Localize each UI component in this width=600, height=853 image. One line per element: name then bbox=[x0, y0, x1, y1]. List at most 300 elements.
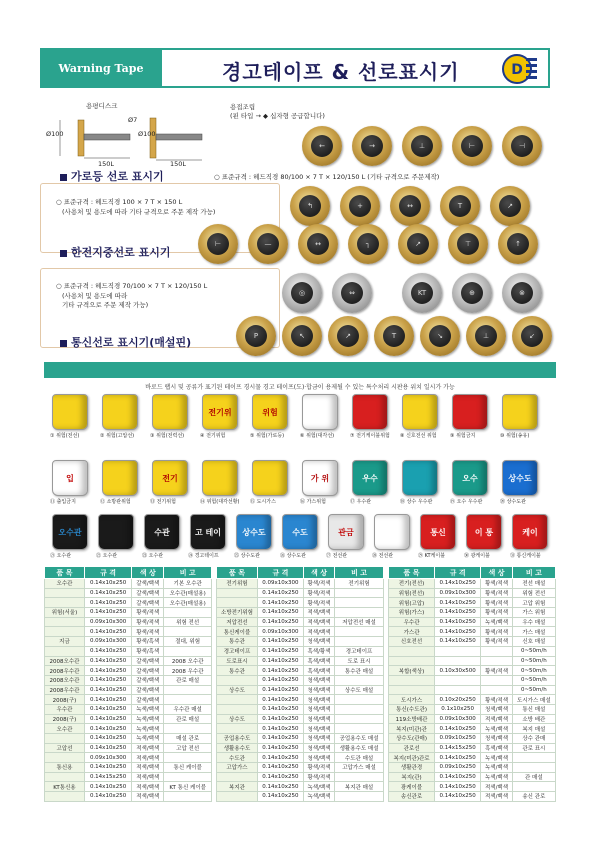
table-cell bbox=[45, 627, 85, 637]
table-cell: 0.14x15x250 bbox=[84, 772, 131, 782]
table-cell: 상수 관매 bbox=[512, 734, 555, 744]
table-cell bbox=[335, 675, 384, 685]
dim-thickness: Ø7 bbox=[128, 116, 138, 124]
table-cell: 적색/백색 bbox=[303, 617, 334, 627]
dim-right-dia: Ø100 bbox=[138, 130, 156, 138]
disc-marker bbox=[290, 186, 330, 226]
table-cell: 0.14x10x250 bbox=[258, 763, 304, 773]
table-cell: 흑색/백색 bbox=[303, 656, 334, 666]
table-cell bbox=[481, 646, 512, 656]
spec-table-2 bbox=[216, 566, 384, 802]
table-cell: 전기위험 bbox=[217, 579, 258, 589]
table-cell: 녹색/백색 bbox=[481, 753, 512, 763]
table-cell: 0.14x10x250 bbox=[258, 695, 304, 705]
table-cell bbox=[45, 772, 85, 782]
table-cell: 황색/적색 bbox=[132, 617, 164, 627]
table-row bbox=[389, 588, 556, 598]
disc-symbol: ↔ bbox=[307, 233, 329, 255]
table-row bbox=[389, 782, 556, 792]
table-cell: 0.14x10x250 bbox=[258, 782, 304, 792]
table-cell bbox=[435, 656, 481, 666]
table-cell: 광케이블 bbox=[389, 782, 435, 792]
table-cell: 수도관 bbox=[217, 753, 258, 763]
tape-caption: ⑲ 오수 우수관 bbox=[450, 499, 483, 505]
page-header bbox=[40, 48, 550, 88]
table-cell bbox=[481, 685, 512, 695]
table-row bbox=[389, 675, 556, 685]
table-cell: 0.14x10x250 bbox=[258, 772, 304, 782]
table-cell: 도로 표시 bbox=[335, 656, 384, 666]
tape-roll bbox=[452, 394, 488, 430]
tape-caption: ㉛ 통신케이블 bbox=[510, 553, 541, 559]
table-cell: 전기위험 bbox=[335, 579, 384, 589]
table-cell: 0.14x10x250 bbox=[435, 782, 481, 792]
table-cell: 2008우수관 bbox=[45, 666, 85, 676]
disc-marker bbox=[282, 273, 322, 313]
table-cell: 황색/적색 bbox=[481, 637, 512, 647]
table-cell: 흑색/황색 bbox=[303, 646, 334, 656]
table-cell: 0.1x10x250 bbox=[435, 704, 481, 714]
tape-roll bbox=[102, 394, 138, 430]
tape-roll: 이 통 bbox=[466, 514, 502, 550]
tape-roll: 고 테이 bbox=[190, 514, 226, 550]
table-cell: 0.14x10x250 bbox=[258, 753, 304, 763]
table-cell bbox=[335, 704, 384, 714]
table-row bbox=[217, 724, 384, 734]
table-cell bbox=[335, 627, 384, 637]
table-cell: 복지(관) bbox=[389, 772, 435, 782]
table-cell: 저압전선 매설 bbox=[335, 617, 384, 627]
table-cell: 0.14x10x250 bbox=[84, 588, 131, 598]
section3-label: 통신선로 표시기(매설핀) bbox=[60, 334, 191, 350]
table-cell: 관로선 bbox=[389, 743, 435, 753]
table-cell bbox=[435, 675, 481, 685]
table-cell: 절대, 위험 bbox=[164, 637, 212, 647]
table-row bbox=[45, 695, 212, 705]
disc-symbol: ◎ bbox=[291, 282, 313, 304]
tape-roll bbox=[502, 394, 538, 430]
table-cell: 0~50m/h bbox=[512, 675, 555, 685]
table-cell: 2008우수관 bbox=[45, 685, 85, 695]
table-cell: 0.14x10x250 bbox=[258, 792, 304, 802]
tape-caption: ㉕ 상수도관 bbox=[234, 553, 260, 559]
table-cell: 복지(미관)관 bbox=[389, 724, 435, 734]
table-cell: 경고테이프 bbox=[217, 646, 258, 656]
table-cell: 0~50m/h bbox=[512, 656, 555, 666]
table-cell: 위험(고압) bbox=[389, 598, 435, 608]
table-cell: 0.14x10x250 bbox=[84, 792, 131, 802]
tape-roll: 수관 bbox=[144, 514, 180, 550]
disc-symbol: ↗ bbox=[499, 195, 521, 217]
table-cell: 신호 매설 bbox=[512, 637, 555, 647]
tape-caption: ⑪ 출입금지 bbox=[50, 499, 76, 505]
table-row bbox=[217, 714, 384, 724]
table-cell: 갈색/백색 bbox=[132, 695, 164, 705]
table-cell: 0.14x10x250 bbox=[258, 666, 304, 676]
table-cell: 0.10x20x250 bbox=[435, 695, 481, 705]
disc-symbol: ⊣ bbox=[511, 135, 533, 157]
table-cell: 0.14x10x250 bbox=[84, 598, 131, 608]
table-cell: 청색/백색 bbox=[303, 637, 334, 647]
table-cell: 녹색/백색 bbox=[132, 724, 164, 734]
table-cell: 도시가스 매설 bbox=[512, 695, 555, 705]
table-cell bbox=[164, 792, 212, 802]
nail-left-label: 용평디스크 bbox=[86, 102, 118, 110]
section2-label: 한전지중선로 표시기 bbox=[60, 244, 170, 260]
table-cell: 0.14x10x250 bbox=[258, 675, 304, 685]
table-cell: 황색/적색 bbox=[481, 588, 512, 598]
table-cell: 송신 관로 bbox=[512, 792, 555, 802]
table-row bbox=[217, 666, 384, 676]
tape-roll bbox=[102, 460, 138, 496]
table-row bbox=[45, 743, 212, 753]
table-row bbox=[389, 704, 556, 714]
disc-marker bbox=[302, 126, 342, 166]
section2-frame bbox=[40, 183, 280, 253]
table-cell: 생활관경 bbox=[389, 763, 435, 773]
table-cell bbox=[512, 753, 555, 763]
table-cell: 0.09x10x300 bbox=[435, 714, 481, 724]
table-cell: 0~50m/h bbox=[512, 646, 555, 656]
table-cell: 2008 우수관 bbox=[164, 666, 212, 676]
table-cell: 적색/백색 bbox=[132, 743, 164, 753]
table-cell bbox=[217, 792, 258, 802]
table-cell: 우수관 매설 bbox=[164, 704, 212, 714]
table-cell bbox=[164, 608, 212, 618]
table-cell: 송신관로 bbox=[389, 792, 435, 802]
table-cell: 관로 매설 bbox=[164, 675, 212, 685]
tape-caption: ㉚ 광케이블 bbox=[464, 553, 490, 559]
tape-roll: 오수관 bbox=[52, 514, 88, 550]
table-cell: 0.14x10x250 bbox=[258, 734, 304, 744]
table-cell: 황색/적색 bbox=[303, 588, 334, 598]
table-cell: 0.14x10x250 bbox=[258, 588, 304, 598]
disc-symbol: ⊥ bbox=[475, 325, 497, 347]
table-cell: 0.14x10x250 bbox=[84, 579, 131, 589]
table-cell: 0.14x10x250 bbox=[258, 617, 304, 627]
tape-roll: 전기 bbox=[152, 460, 188, 496]
tapes-note: 바로드 랩시 및 공류가 표기된 테이프 경시물 경고 테이프(도)·합금이 용제될 수 있는 특수처리 시판용 위치 일시가 가능 bbox=[145, 384, 455, 391]
table-cell: 갈색/백색 bbox=[132, 685, 164, 695]
table-row bbox=[389, 734, 556, 744]
table-cell: 황색/흑색 bbox=[132, 637, 164, 647]
table-cell bbox=[335, 772, 384, 782]
table-header-cell: 비 고 bbox=[512, 567, 555, 579]
table-cell: 0.14x10x250 bbox=[258, 608, 304, 618]
table-cell bbox=[217, 704, 258, 714]
disc-symbol: T bbox=[383, 325, 405, 347]
disc-symbol: KT bbox=[411, 282, 433, 304]
table-cell: 적색/백색 bbox=[481, 714, 512, 724]
table-cell: 2008오수관 bbox=[45, 675, 85, 685]
nail-right-note: (핀 타입 → ◆ 십자형 공급합니다) bbox=[230, 112, 325, 120]
table-cell: 적색/백색 bbox=[132, 792, 164, 802]
table-row bbox=[217, 608, 384, 618]
table-cell: 위험 전선 bbox=[164, 617, 212, 627]
disc-symbol: + bbox=[349, 195, 371, 217]
table-cell: 오수관 bbox=[45, 579, 85, 589]
table-cell bbox=[164, 695, 212, 705]
table-cell bbox=[217, 588, 258, 598]
table-cell: 녹색/백색 bbox=[303, 792, 334, 802]
table-cell: 갈색/백색 bbox=[132, 588, 164, 598]
disc-symbol: ⊗ bbox=[511, 282, 533, 304]
table-cell: 도로표시 bbox=[217, 656, 258, 666]
table-row bbox=[217, 763, 384, 773]
table-row bbox=[45, 608, 212, 618]
tape-caption: ③ 위험(전력선) bbox=[150, 433, 185, 439]
tape-roll: 상수도 bbox=[236, 514, 272, 550]
table-cell: 황색/적색 bbox=[481, 666, 512, 676]
dim-left-len: 150L bbox=[98, 160, 115, 168]
table-row bbox=[389, 666, 556, 676]
table-cell bbox=[45, 792, 85, 802]
table-cell: 0.14x10x250 bbox=[258, 724, 304, 734]
table-header-cell: 비 고 bbox=[164, 567, 212, 579]
disc-marker bbox=[448, 224, 488, 264]
table-cell: 가스 위험 bbox=[512, 608, 555, 618]
disc-marker bbox=[420, 316, 460, 356]
table-row bbox=[389, 753, 556, 763]
table-row bbox=[217, 579, 384, 589]
tape-caption: ㉓ 오수관 bbox=[142, 553, 164, 559]
company-logo-icon bbox=[502, 52, 538, 86]
table-cell: 황색/적색 bbox=[481, 608, 512, 618]
table-row bbox=[217, 598, 384, 608]
disc-marker bbox=[282, 316, 322, 356]
table-cell: 녹색/백색 bbox=[481, 763, 512, 773]
tape-caption: ⑥ 위험(대각선) bbox=[300, 433, 335, 439]
table-cell: 위험(전선) bbox=[389, 588, 435, 598]
tape-caption: ㉗ 전선관 bbox=[326, 553, 348, 559]
section2-spec-line2: (사용처 및 용도에 따라 기타 규격으로 주문 제작 가능) bbox=[62, 208, 216, 216]
table-cell: 119소방배관 bbox=[389, 714, 435, 724]
table-cell: 소방전기위험 bbox=[217, 608, 258, 618]
page-title: 경고테이프 & 선로표시기 bbox=[222, 60, 460, 84]
tape-roll: 케이 bbox=[512, 514, 548, 550]
table-cell: 적색/백색 bbox=[132, 772, 164, 782]
table-cell bbox=[481, 656, 512, 666]
table-cell: 적색/백색 bbox=[481, 792, 512, 802]
table-row bbox=[389, 743, 556, 753]
table-header-cell: 색 상 bbox=[303, 567, 334, 579]
disc-marker bbox=[490, 186, 530, 226]
disc-marker bbox=[502, 273, 542, 313]
table-cell: 공업용수도 bbox=[217, 734, 258, 744]
tape-caption: ⑭ 위험(대각선황) bbox=[200, 499, 240, 505]
table-cell: 오수관 bbox=[45, 724, 85, 734]
table-cell: 황색/적색 bbox=[303, 763, 334, 773]
table-cell bbox=[45, 598, 85, 608]
tape-roll bbox=[252, 460, 288, 496]
table-cell: 매설 관로 bbox=[164, 734, 212, 744]
table-row bbox=[45, 666, 212, 676]
table-cell: 청색/백색 bbox=[303, 685, 334, 695]
table-cell: 도시가스 bbox=[389, 695, 435, 705]
table-cell: 우수 매설 bbox=[512, 617, 555, 627]
table-cell: 관로 매설 bbox=[164, 714, 212, 724]
tape-caption: ⑬ 전기위험 bbox=[150, 499, 176, 505]
table-cell: 0.14x10x250 bbox=[84, 646, 131, 656]
tape-roll: 입 bbox=[52, 460, 88, 496]
table-cell: 0.14x10x250 bbox=[84, 695, 131, 705]
tape-roll bbox=[402, 460, 438, 496]
table-cell: 황색/적색 bbox=[303, 772, 334, 782]
table-cell: 복지관 매설 bbox=[335, 782, 384, 792]
table-cell: 0.14x10x250 bbox=[435, 627, 481, 637]
table-cell bbox=[45, 753, 85, 763]
table-cell bbox=[217, 772, 258, 782]
table-cell: 전선 매설 bbox=[512, 579, 555, 589]
table-cell: 적색/백색 bbox=[303, 627, 334, 637]
table-row bbox=[45, 714, 212, 724]
table-cell: 청색/백색 bbox=[303, 714, 334, 724]
table-cell: 복지 매설 bbox=[512, 724, 555, 734]
table-row bbox=[217, 753, 384, 763]
table-header-cell: 품 목 bbox=[45, 567, 85, 579]
table-cell: 통신케이블 bbox=[217, 627, 258, 637]
disc-symbol: ↘ bbox=[429, 325, 451, 347]
tape-roll bbox=[98, 514, 134, 550]
table-row bbox=[45, 656, 212, 666]
table-row bbox=[45, 627, 212, 637]
table-cell: 고압가스 bbox=[217, 763, 258, 773]
table-cell: 관 매설 bbox=[512, 772, 555, 782]
table-cell: 2008 오수관 bbox=[164, 656, 212, 666]
table-cell: 녹색/백색 bbox=[481, 724, 512, 734]
table-cell: 복합(색상) bbox=[389, 666, 435, 676]
table-row bbox=[389, 627, 556, 637]
table-cell: 0.14x10x250 bbox=[435, 608, 481, 618]
table-cell: 통수관 bbox=[217, 666, 258, 676]
table-cell: 고압 위험 bbox=[512, 598, 555, 608]
disc-symbol: ⊢ bbox=[461, 135, 483, 157]
table-row bbox=[45, 685, 212, 695]
disc-symbol: ↙ bbox=[521, 325, 543, 347]
table-cell: 통수관 bbox=[217, 637, 258, 647]
table-cell: 수도관 매설 bbox=[335, 753, 384, 763]
tape-roll: 상수도 bbox=[502, 460, 538, 496]
table-cell: 0.14x10x250 bbox=[84, 608, 131, 618]
table-cell: 가스 매설 bbox=[512, 627, 555, 637]
tape-caption: ㉙ KT케이블 bbox=[418, 553, 446, 559]
table-cell: 0.14x10x250 bbox=[435, 617, 481, 627]
table-cell: 0.14x10x250 bbox=[84, 704, 131, 714]
tape-roll bbox=[152, 394, 188, 430]
table-cell bbox=[335, 695, 384, 705]
table-cell: 청색/백색 bbox=[303, 753, 334, 763]
table-row bbox=[45, 579, 212, 589]
disc-symbol: P bbox=[245, 325, 267, 347]
table-row bbox=[217, 656, 384, 666]
table-cell: 적색/백색 bbox=[132, 763, 164, 773]
table-row bbox=[389, 637, 556, 647]
tape-caption: ⑩ 위험(송유) bbox=[500, 433, 530, 439]
table-cell: 2008오수관 bbox=[45, 656, 85, 666]
table-cell: 청색/백색 bbox=[303, 743, 334, 753]
disc-marker bbox=[402, 126, 442, 166]
table-cell bbox=[45, 646, 85, 656]
disc-marker bbox=[512, 316, 552, 356]
table-cell bbox=[45, 734, 85, 744]
disc-marker bbox=[340, 186, 380, 226]
table-cell: 오수관(매설용) bbox=[164, 598, 212, 608]
tape-caption: ㉑ 오수관 bbox=[50, 553, 72, 559]
svg-text:D: D bbox=[511, 62, 523, 78]
disc-symbol: ↔ bbox=[399, 195, 421, 217]
disc-marker bbox=[498, 224, 538, 264]
table-cell: 관로 표시 bbox=[512, 743, 555, 753]
warning-tape-tag: Warning Tape bbox=[40, 48, 162, 88]
table-cell: 통신용 bbox=[45, 763, 85, 773]
table-cell: 0.14x10x250 bbox=[258, 656, 304, 666]
table-cell: KT통신용 bbox=[45, 782, 85, 792]
table-row bbox=[45, 588, 212, 598]
tape-caption: ⑫ 소방관위험 bbox=[100, 499, 131, 505]
table-cell: 통신(수도관) bbox=[389, 704, 435, 714]
table-cell: 0.14x10x250 bbox=[258, 598, 304, 608]
table-cell: 청색/백색 bbox=[303, 675, 334, 685]
table-cell bbox=[389, 685, 435, 695]
table-cell: 흑색/백색 bbox=[481, 743, 512, 753]
table-cell: 녹색/백색 bbox=[303, 782, 334, 792]
tape-roll: 우수 bbox=[352, 460, 388, 496]
tape-roll: 위험 bbox=[252, 394, 288, 430]
tape-caption: ⑤ 위험(가로등) bbox=[250, 433, 285, 439]
disc-marker bbox=[398, 224, 438, 264]
tape-caption: ④ 전기위험 bbox=[200, 433, 226, 439]
table-cell bbox=[217, 598, 258, 608]
table-cell: 0.09x10x300 bbox=[84, 637, 131, 647]
table-row bbox=[217, 743, 384, 753]
table-cell: 기본 오수관 bbox=[164, 579, 212, 589]
table-row bbox=[217, 588, 384, 598]
table-cell bbox=[45, 588, 85, 598]
table-row bbox=[45, 675, 212, 685]
table-row bbox=[217, 695, 384, 705]
tape-caption: ㉔ 경고테이프 bbox=[188, 553, 219, 559]
table-header-cell: 규 격 bbox=[435, 567, 481, 579]
table-row bbox=[389, 598, 556, 608]
table-cell: 2008(구) bbox=[45, 714, 85, 724]
tape-caption: ⑰ 우수관 bbox=[350, 499, 372, 505]
table-cell: 0.10x30x500 bbox=[435, 666, 481, 676]
table-cell: 0.09x10x250 bbox=[435, 763, 481, 773]
tape-caption: ⑱ 상수 우수관 bbox=[400, 499, 433, 505]
table-row bbox=[389, 763, 556, 773]
table-cell: 상수도 매설 bbox=[335, 685, 384, 695]
table-cell: 적색/백색 bbox=[481, 782, 512, 792]
table-cell bbox=[335, 637, 384, 647]
table-cell: 0.14x10x250 bbox=[435, 724, 481, 734]
table-row bbox=[389, 714, 556, 724]
disc-symbol: T bbox=[449, 195, 471, 217]
table-cell: 0.14x10x250 bbox=[258, 714, 304, 724]
table-cell: 지금 bbox=[45, 637, 85, 647]
table-cell: 황색/적색 bbox=[132, 627, 164, 637]
table-row bbox=[45, 646, 212, 656]
table-cell: 0.14x10x250 bbox=[84, 782, 131, 792]
table-cell: 청색/백색 bbox=[303, 734, 334, 744]
table-cell: 위험 전선 bbox=[512, 588, 555, 598]
table-row bbox=[217, 675, 384, 685]
tape-roll: 통신 bbox=[420, 514, 456, 550]
disc-symbol: — bbox=[257, 233, 279, 255]
table-cell: 소방 배관 bbox=[512, 714, 555, 724]
table-cell: 우수관 bbox=[45, 704, 85, 714]
table-cell: 흑색/백색 bbox=[303, 666, 334, 676]
disc-symbol: ↗ bbox=[407, 233, 429, 255]
